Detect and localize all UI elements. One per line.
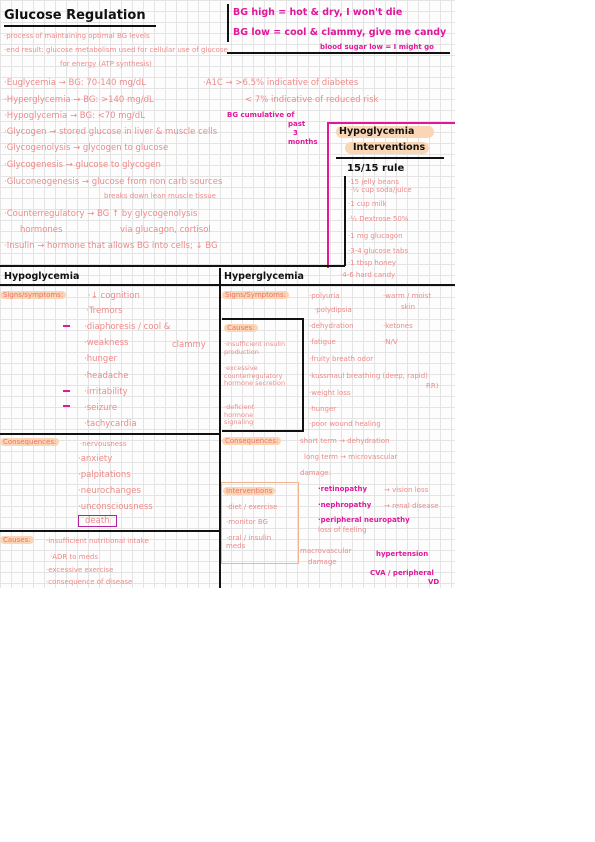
- section-top-rule: [0, 265, 345, 267]
- hyper-sign-4: ·fatigue: [309, 338, 336, 346]
- title-underline: [4, 25, 156, 27]
- hypo-cause-2: ·ADR to meds: [50, 553, 98, 561]
- hypo-int-item-3: ·1 cup milk: [348, 200, 387, 208]
- a1c-note-months: months: [288, 138, 318, 146]
- hyper-intervention-1: ·diet / exercise: [226, 503, 278, 511]
- hyper-macrovascular-damage: damage: [308, 558, 337, 566]
- hyper-intervention-3: ·oral / insulin meds: [226, 534, 272, 550]
- hypo-consequence-3: ·palpitations: [78, 470, 131, 480]
- hyper-sign-7: ·weight loss: [309, 389, 351, 397]
- dash-mark: [63, 405, 70, 407]
- hypo-sign-6: ·headache: [84, 371, 129, 381]
- a1c-note-past: past: [288, 120, 306, 128]
- hypo-sign-3: ·diaphoresis / cool &: [84, 322, 171, 332]
- def-counterregulatory-via: via glucagon, cortisol: [120, 225, 211, 235]
- hypo-int-item-4: ·½ Dextrose 50%: [348, 215, 409, 223]
- hypo-sign-5: ·hunger: [84, 354, 117, 364]
- mnemonic-bottom-rule: [227, 52, 450, 54]
- hyper-sign-8: ·hunger: [309, 405, 337, 413]
- hypo-causes-label: Causes:: [0, 536, 34, 544]
- hypo-int-top-rule: [327, 122, 455, 124]
- hypo-causes-rule: [0, 530, 219, 532]
- hyper-sign-6: ·kussmaul breathing (deep, rapid): [309, 372, 428, 380]
- hypo-int-item-5: ·1 mg glucagon: [348, 232, 403, 240]
- hyper-vd: VD: [428, 578, 440, 586]
- def-gluconeogenesis: ·Gluconeogenesis → glucose from non carb sources: [4, 177, 223, 187]
- def-glycogenolysis: ·Glycogenolysis → glycogen to glucose: [4, 143, 169, 153]
- hypo-sign-8: ·seizure: [84, 403, 118, 413]
- hypo-cause-3: ·excessive exercise: [46, 566, 114, 574]
- hyper-interventions-label: Interventions: [223, 487, 275, 495]
- mnemonic-low-note: blood sugar low = I might go: [320, 43, 434, 51]
- hypo-consequence-2: ·anxiety: [78, 454, 113, 464]
- intro-line1: ·process of maintaining optimal BG levels: [4, 32, 150, 40]
- hypo-int-item-8: ·4-6 hard candy: [340, 271, 396, 279]
- hypo-sign-1: ·↓ cognition: [88, 291, 140, 301]
- hyper-cause-1: ·insufficient insulin production: [224, 340, 286, 356]
- hypo-sign-clammy: clammy: [172, 340, 206, 350]
- hyper-neuropathy: ·peripheral neuropathy: [318, 516, 410, 524]
- hyper-sign-ketones: ·ketones: [383, 322, 413, 330]
- hyper-cause-2: ·excessive counterregulatory hormone secretion: [224, 364, 286, 387]
- hypo-consequence-death: death: [78, 515, 117, 527]
- rule-divider: [344, 176, 346, 266]
- hypo-signs-label: Signs/symptoms:: [0, 291, 66, 299]
- hyper-cva: CVA / peripheral: [370, 569, 434, 577]
- def-gluconeogenesis-note: breaks down lean muscle tissue: [104, 192, 216, 200]
- hyper-sign-rr: RR): [426, 382, 439, 390]
- hypo-int-item-2: ·½ cup soda/juice: [350, 186, 412, 194]
- hyper-sign-5: ·fruity breath odor: [309, 355, 374, 363]
- hyper-damage: damage:: [300, 469, 331, 477]
- hyper-sign-nv: ·N/V: [383, 338, 398, 346]
- def-hypoglycemia: ·Hypoglycemia → BG: <70 mg/dL: [4, 111, 145, 121]
- hypo-int-title2: Interventions: [345, 142, 429, 154]
- hypo-int-left-rule: [327, 122, 329, 268]
- rule-15-15: 15/15 rule: [347, 163, 405, 174]
- mnemonic-divider: [227, 4, 229, 42]
- def-counterregulatory: ·Counterregulatory → BG ↑ by glycogenolysis: [4, 209, 198, 219]
- def-euglycemia: ·Euglycemia → BG: 70-140 mg/dL: [4, 78, 146, 88]
- hypo-consequence-1: ·nervousness: [80, 440, 127, 448]
- a1c-line1: ·A1C → >6.5% indicative of diabetes: [203, 78, 359, 88]
- hyper-neuropathy-effect: loss of feeling: [318, 526, 367, 534]
- dash-mark: [63, 325, 70, 327]
- hypo-consequences-rule: [0, 433, 219, 435]
- hyper-causes-bottom-rule: [222, 430, 304, 432]
- hyper-hypertension: hypertension: [376, 550, 429, 558]
- hyper-signs-label: Signs/Symptoms:: [222, 291, 289, 299]
- hypo-sign-4: ·weakness: [84, 338, 129, 348]
- def-insulin: ·Insulin → hormone that allows BG into cells; ↓ BG: [4, 241, 218, 251]
- page-title: Glucose Regulation: [4, 8, 146, 23]
- def-counterregulatory-hormones: hormones: [20, 225, 63, 235]
- dash-mark: [63, 390, 70, 392]
- def-glycogenesis: ·Glycogenesis → glucose to glycogen: [4, 160, 161, 170]
- hypo-consequence-5: ·unconsciousness: [78, 502, 153, 512]
- hyper-causes-top-rule: [222, 318, 304, 320]
- hypo-int-item-7: ·1 tbsp honey: [348, 259, 397, 267]
- hypo-consequence-4: ·neurochanges: [78, 486, 141, 496]
- hyper-consequences-label: Consequences:: [222, 437, 281, 445]
- hyper-nephropathy: ·nephropathy: [318, 501, 372, 509]
- hyper-sign-skin: skin: [401, 303, 416, 311]
- hypo-int-item-1: ·15 jelly beans: [348, 178, 399, 186]
- hyper-sign-warm: ·warm / moist: [383, 292, 432, 300]
- hyper-sign-9: ·poor wound healing: [309, 420, 381, 428]
- mnemonic-low: BG low = cool & clammy, give me candy: [233, 27, 447, 38]
- hyper-intervention-2: ·monitor BG: [226, 518, 268, 526]
- hypo-int-title1: Hypoglycemia: [336, 126, 434, 138]
- hyper-causes-right-rule: [302, 318, 304, 430]
- hypo-int-item-6: ·3-4 glucose tabs: [348, 247, 409, 255]
- hypo-sign-9: ·tachycardia: [84, 419, 137, 429]
- hyper-short-term: short term → dehydration: [300, 437, 390, 445]
- hyper-retinopathy: ·retinopathy: [318, 485, 368, 493]
- hypo-cause-1: ·insufficient nutritional intake: [46, 537, 149, 545]
- hypo-consequences-label: Consequences:: [0, 438, 59, 446]
- hyper-long-term: long term → microvascular: [304, 453, 398, 461]
- hyper-macrovascular: macrovascular: [300, 547, 352, 555]
- intro-line3: for energy (ATP synthesis): [60, 60, 152, 68]
- hyper-nephropathy-effect: → renal disease: [384, 502, 439, 510]
- hypoglycemia-header: Hypoglycemia: [4, 271, 80, 282]
- hyperglycemia-header: Hyperglycemia: [224, 271, 304, 282]
- intro-line2: ·end result: glucose metabolism used for cellular use of glucose: [4, 46, 228, 54]
- hyper-sign-2: ·polydipsia: [314, 306, 352, 314]
- a1c-note-3: 3: [293, 129, 298, 137]
- a1c-line2: < 7% indicative of reduced risk: [245, 95, 379, 105]
- section-header-rule: [0, 284, 455, 286]
- def-glycogen: ·Glycogen → stored glucose in liver & muscle cells: [4, 127, 218, 137]
- hyper-retinopathy-effect: → vision loss: [384, 486, 429, 494]
- hyper-sign-1: ·polyuria: [309, 292, 340, 300]
- hypo-int-title-rule: [336, 157, 444, 159]
- hyper-sign-3: ·dehydration: [309, 322, 354, 330]
- hypo-sign-2: ·Tremors: [86, 306, 123, 316]
- def-hyperglycemia: ·Hyperglycemia → BG: >140 mg/dL: [4, 95, 154, 105]
- hyper-cause-3: ·deficient hormone signaling: [224, 403, 255, 426]
- hyper-causes-label: Causes:: [224, 324, 258, 332]
- hypo-cause-4: ·consequence of disease: [46, 578, 133, 586]
- mnemonic-high: BG high = hot & dry, I won't die: [233, 7, 403, 18]
- hypo-sign-7: ·irritability: [84, 387, 128, 397]
- a1c-note: BG cumulative of: [227, 111, 295, 119]
